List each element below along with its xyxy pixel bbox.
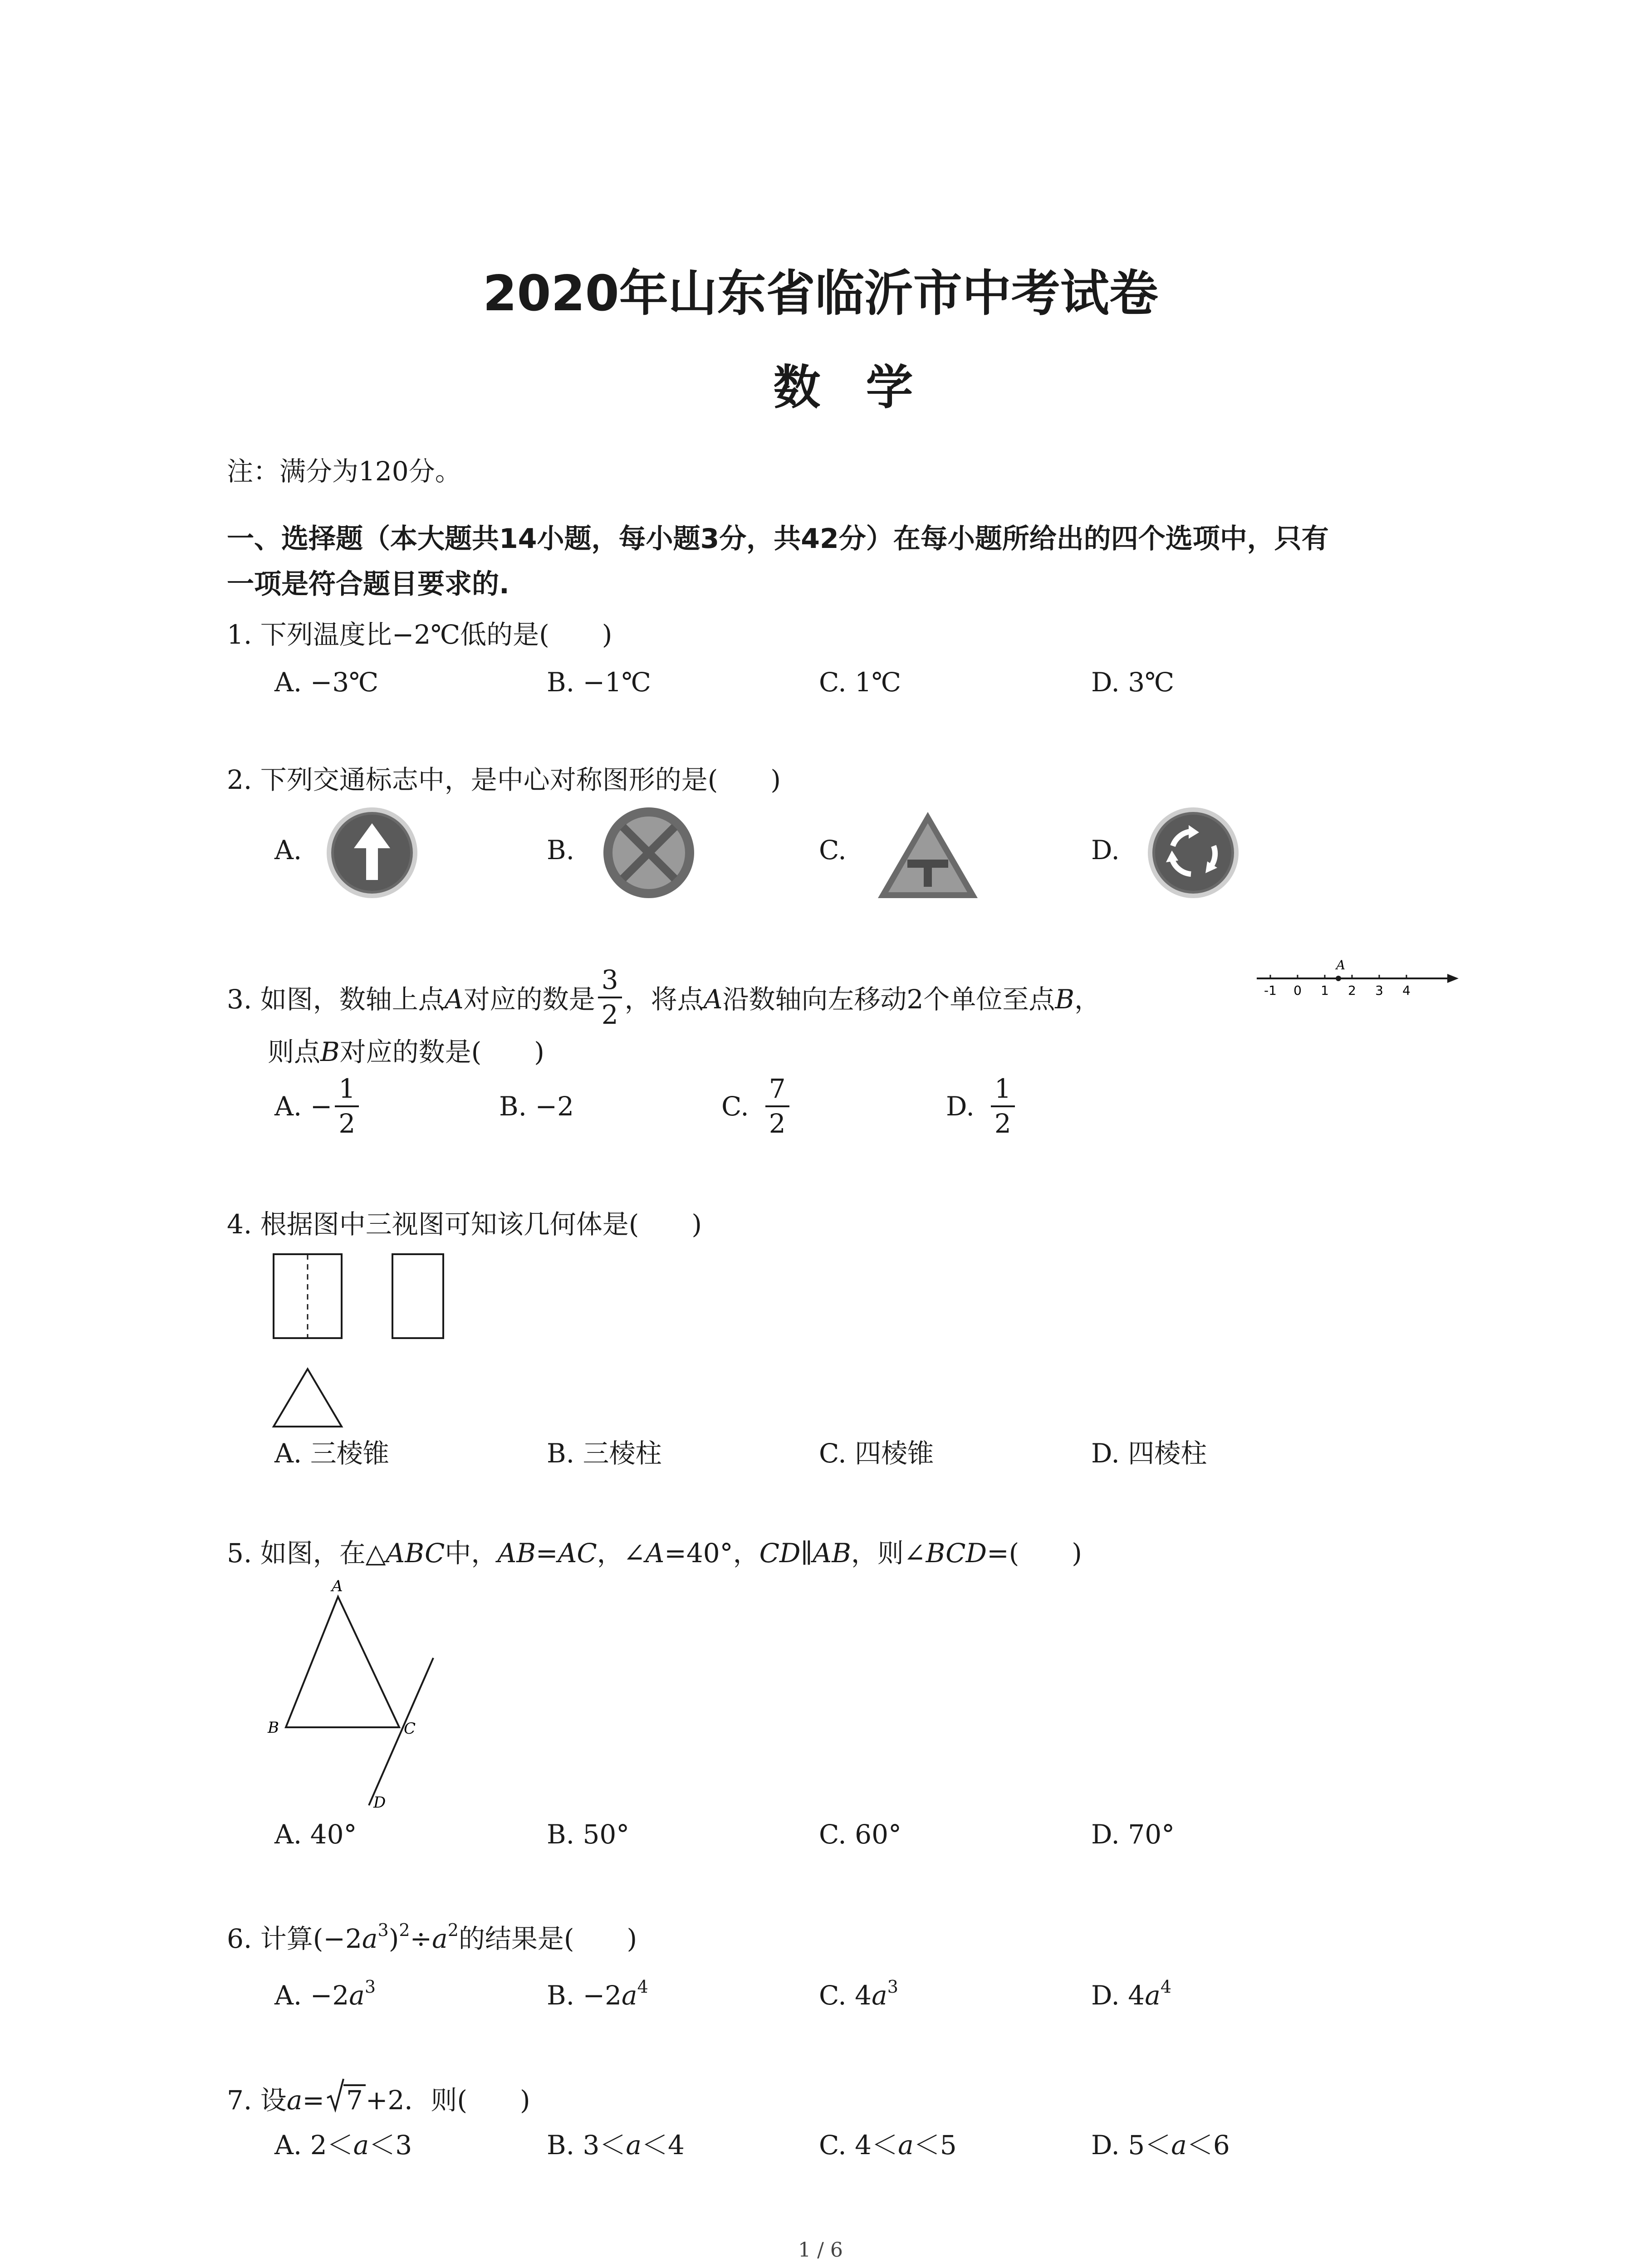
score-note: 注：满分为120分。 [227, 456, 461, 487]
subject-title: 数学 [773, 360, 959, 415]
number-line-tick-label: 4 [1402, 983, 1411, 998]
q3-option-d [946, 1075, 1018, 1138]
number-line-tick-label: 0 [1293, 983, 1302, 998]
label-d: D [373, 1794, 386, 1812]
q5-option-d: D. 70° [1091, 1819, 1175, 1850]
triangle-figure [265, 1579, 456, 1814]
q4-option-d: D. 四棱柱 [1091, 1438, 1207, 1469]
q6-text: 6. 计算(−2 [227, 1923, 362, 1954]
q4-option-a: A. 三棱锥 [274, 1438, 389, 1469]
q7-option-d [1091, 2132, 1230, 2158]
q7-var: a [286, 2085, 303, 2116]
q7-stem [227, 2084, 530, 2116]
q6-stem [227, 1920, 637, 1954]
point-a-label: A [1336, 958, 1346, 973]
q5-text: =( ) [987, 1538, 1082, 1569]
top-view [274, 1369, 342, 1427]
q3-option-label: C. [721, 1090, 749, 1122]
q3-frac-num: 3 [598, 966, 622, 998]
q6-text: 的结果是( ) [458, 1923, 637, 1954]
three-view-figure [270, 1252, 460, 1433]
label-c: C [404, 1720, 416, 1738]
sqrt-symbol [326, 2084, 366, 2116]
q3-text: 对应的数是( ) [339, 1036, 544, 1067]
q7-option-text: B. 3＜ [547, 2130, 626, 2160]
frac-den: 2 [769, 1108, 786, 1139]
q5-text: =40°， [664, 1538, 759, 1569]
q7-option-text: C. 4＜ [819, 2130, 898, 2160]
q5-var: ABC [386, 1538, 445, 1569]
q7-option-text: ＜4 [642, 2130, 685, 2160]
q3-option-c [721, 1075, 792, 1138]
q6-var: a [362, 1923, 378, 1954]
q3-frac-den: 2 [601, 999, 618, 1030]
q6-var: a [349, 1980, 365, 2011]
point-a-marker [1336, 976, 1341, 981]
q5-var: CD [759, 1538, 801, 1569]
q3-var: A [444, 983, 464, 1015]
q3-text: 则点 [268, 1036, 321, 1067]
q6-exponent: 3 [887, 1977, 898, 1997]
q3-option-c-fraction [765, 1075, 789, 1138]
q3-text: 3. 如图，数轴上点 [227, 983, 445, 1015]
q2-option-a-label: A. [274, 835, 302, 865]
q6-var: a [872, 1980, 887, 2011]
q4-stem: 4. 根据图中三视图可知该几何体是( ) [227, 1209, 702, 1240]
q3-var: A [703, 983, 723, 1015]
q6-option-a [274, 1977, 376, 2011]
q6-text: ) [388, 1923, 399, 1954]
q5-var: AB [813, 1538, 851, 1569]
q5-var: AC [558, 1538, 597, 1569]
q1-option-d: D. 3℃ [1091, 667, 1175, 698]
q3-option-a-fraction [335, 1075, 359, 1138]
label-a: A [332, 1579, 343, 1595]
number-line-tick-label: 3 [1375, 983, 1383, 998]
q3-option-b: B. −2 [499, 1091, 574, 1122]
q5-text: ∥ [800, 1538, 813, 1569]
q5-var: BCD [926, 1538, 987, 1569]
q3-text: 沿数轴向左移动2个单位至点 [722, 983, 1055, 1015]
q6-option-b [547, 1977, 648, 2011]
frac-den: 2 [338, 1108, 356, 1139]
t-junction-warning-sign-icon [876, 810, 980, 900]
q1-option-c: C. 1℃ [819, 667, 901, 698]
number-line-figure [1252, 955, 1461, 1005]
q6-option-text: A. −2 [274, 1980, 349, 2011]
q3-option-a [274, 1075, 362, 1138]
q6-text: ÷ [410, 1923, 432, 1954]
q5-var: A [645, 1538, 665, 1569]
q6-exponent: 3 [364, 1977, 376, 1997]
q3-text: ， [1074, 983, 1101, 1015]
line-cd [369, 1658, 433, 1805]
section-heading-line1: 一、选择题（本大题共14小题，每小题3分，共42分）在每小题所给出的四个选项中，只有 [227, 523, 1329, 555]
q3-text: 对应的数是 [463, 983, 595, 1015]
q6-var: a [432, 1923, 448, 1954]
q3-stem-line1 [227, 966, 1101, 1029]
q5-option-b: B. 50° [547, 1819, 630, 1850]
section-heading-line2: 一项是符合题目要求的. [227, 568, 509, 600]
number-line-tick-label: -1 [1264, 983, 1277, 998]
q3-text: ，将点 [624, 983, 704, 1015]
q2-option-d-label: D. [1091, 835, 1120, 865]
q6-exponent: 3 [377, 1920, 389, 1940]
no-stopping-sign-icon [601, 805, 696, 900]
q5-text: 5. 如图，在△ [227, 1538, 386, 1569]
frac-num: 1 [335, 1075, 359, 1107]
q7-option-text: D. 5＜ [1091, 2130, 1171, 2160]
q6-option-text: C. 4 [819, 1980, 872, 2011]
number-line-tick-label: 1 [1321, 983, 1329, 998]
q6-exponent: 2 [399, 1920, 410, 1940]
q5-text: ，则∠ [851, 1538, 926, 1569]
q7-radicand: 7 [343, 2084, 366, 2113]
frac-num: 1 [991, 1075, 1015, 1107]
frac-num: 7 [765, 1075, 789, 1107]
q3-option-d-fraction [991, 1075, 1015, 1138]
number-line-tick-label: 2 [1348, 983, 1356, 998]
q2-stem: 2. 下列交通标志中，是中心对称图形的是( ) [227, 764, 781, 795]
side-view [392, 1254, 443, 1338]
q7-var: a [626, 2130, 642, 2160]
q6-option-text: B. −2 [547, 1980, 622, 2011]
triangle-abc [286, 1597, 399, 1727]
q7-var: a [353, 2130, 369, 2160]
q3-option-label: D. [946, 1090, 975, 1122]
q7-var: a [1171, 2130, 1187, 2160]
q6-exponent: 4 [637, 1977, 648, 1997]
q5-var: AB [497, 1538, 536, 1569]
q2-option-b-label: B. [547, 835, 575, 865]
page-number: 1 / 6 [798, 2239, 843, 2262]
label-b: B [268, 1719, 279, 1737]
q3-fraction [598, 966, 622, 1029]
q5-text: ，∠ [597, 1538, 646, 1569]
roundabout-sign-icon [1146, 805, 1241, 900]
q3-var: B [1055, 983, 1075, 1015]
q7-option-text: A. 2＜ [274, 2130, 353, 2160]
q5-text: = [535, 1538, 558, 1569]
q5-option-c: C. 60° [819, 1819, 901, 1850]
q7-option-b [547, 2132, 685, 2158]
q7-option-text: ＜6 [1186, 2130, 1230, 2160]
q7-text: = [302, 2085, 324, 2116]
q7-option-text: ＜5 [913, 2130, 957, 2160]
q7-text: 7. 设 [227, 2085, 287, 2116]
q6-exponent: 2 [447, 1920, 459, 1940]
frac-den: 2 [994, 1108, 1011, 1139]
q7-option-text: ＜3 [369, 2130, 412, 2160]
q7-var: a [898, 2130, 914, 2160]
q4-option-b: B. 三棱柱 [547, 1438, 662, 1469]
q6-var: a [622, 1980, 637, 2011]
q7-option-a [274, 2132, 412, 2158]
q7-option-c [819, 2132, 957, 2158]
q6-exponent: 4 [1160, 1977, 1171, 1997]
q3-var: B [320, 1036, 340, 1067]
q3-option-label: A. − [274, 1090, 333, 1122]
q6-option-c [819, 1977, 898, 2011]
q4-option-c: C. 四棱锥 [819, 1438, 934, 1469]
q6-option-d [1091, 1977, 1171, 2011]
q7-text: +2．则( ) [365, 2085, 530, 2116]
q6-var: a [1145, 1980, 1161, 2011]
q5-option-a: A. 40° [274, 1819, 357, 1850]
q2-option-c-label: C. [819, 835, 847, 865]
q6-option-text: D. 4 [1091, 1980, 1145, 2011]
q5-text: 中， [445, 1538, 498, 1569]
q1-option-b: B. −1℃ [547, 667, 651, 698]
q1-option-a: A. −3℃ [274, 667, 379, 698]
q1-stem: 1. 下列温度比−2℃低的是( ) [227, 619, 612, 650]
up-arrow-sign-icon [324, 805, 420, 900]
q3-stem-line2 [268, 1036, 544, 1067]
q5-stem [227, 1538, 1082, 1569]
page-title: 2020年山东省临沂市中考试卷 [483, 265, 1158, 322]
